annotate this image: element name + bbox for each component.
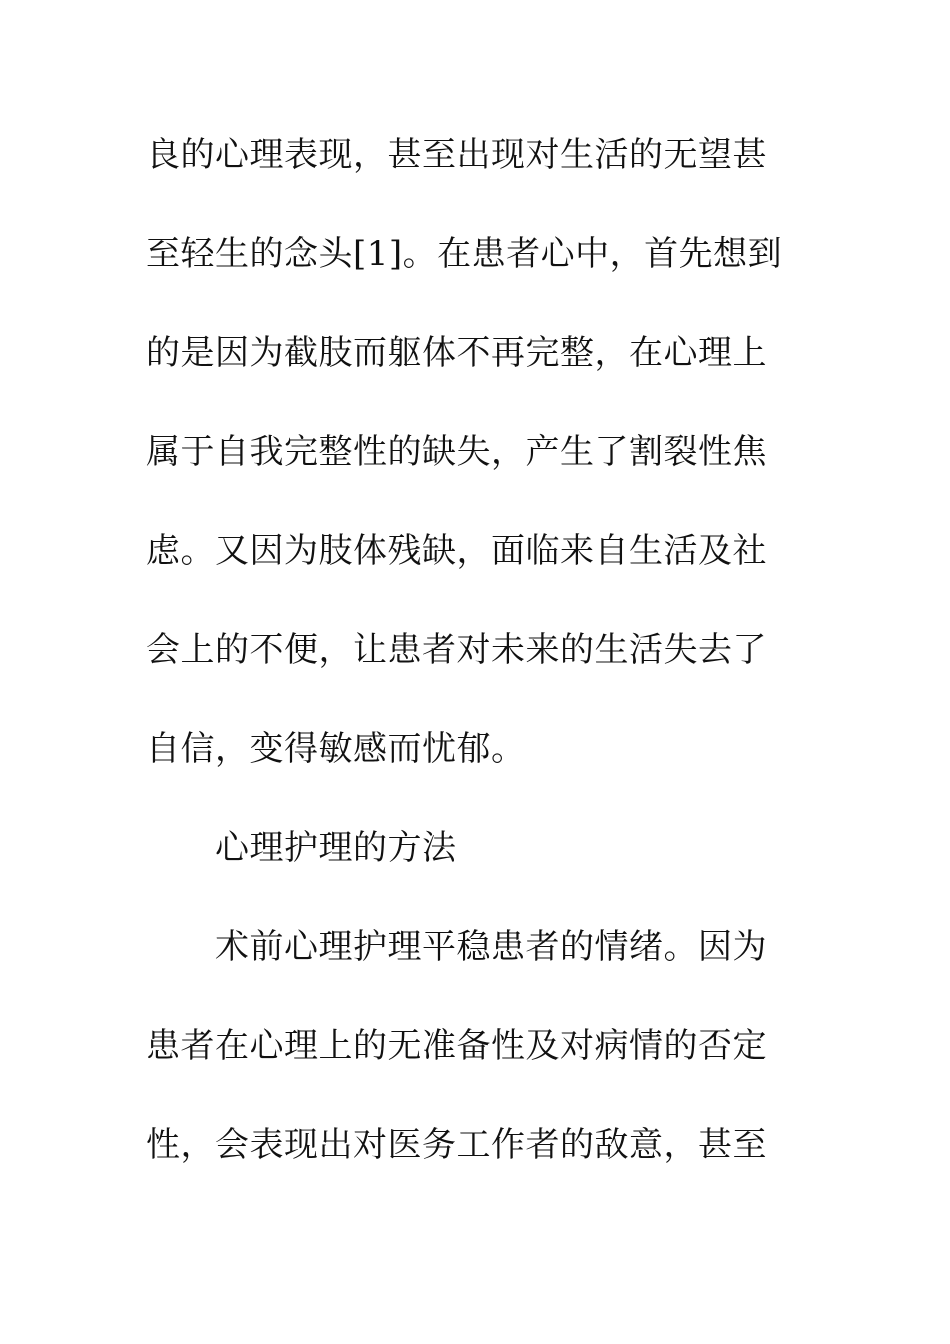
paragraph-line: 性，会表现出对医务工作者的敌意，甚至 bbox=[146, 1125, 767, 1165]
paragraph-line: 自信，变得敏感而忧郁。 bbox=[146, 729, 526, 769]
document-body bbox=[146, 125, 806, 1214]
paragraph-line: 至轻生的念头[1]。在患者心中，首先想到 bbox=[146, 234, 783, 274]
section-heading: 心理护理的方法 bbox=[215, 828, 457, 868]
paragraph-line: 会上的不便，让患者对未来的生活失去了 bbox=[146, 630, 767, 670]
paragraph-line: 虑。又因为肢体残缺，面临来自生活及社 bbox=[146, 531, 767, 571]
paragraph-line: 术前心理护理平稳患者的情绪。因为 bbox=[215, 927, 767, 967]
paragraph-line: 的是因为截肢而躯体不再完整，在心理上 bbox=[146, 333, 767, 373]
paragraph-line: 患者在心理上的无准备性及对病情的否定 bbox=[146, 1026, 767, 1066]
paragraph-line: 属于自我完整性的缺失，产生了割裂性焦 bbox=[146, 432, 767, 472]
paragraph-line: 良的心理表现，甚至出现对生活的无望甚 bbox=[146, 135, 767, 175]
